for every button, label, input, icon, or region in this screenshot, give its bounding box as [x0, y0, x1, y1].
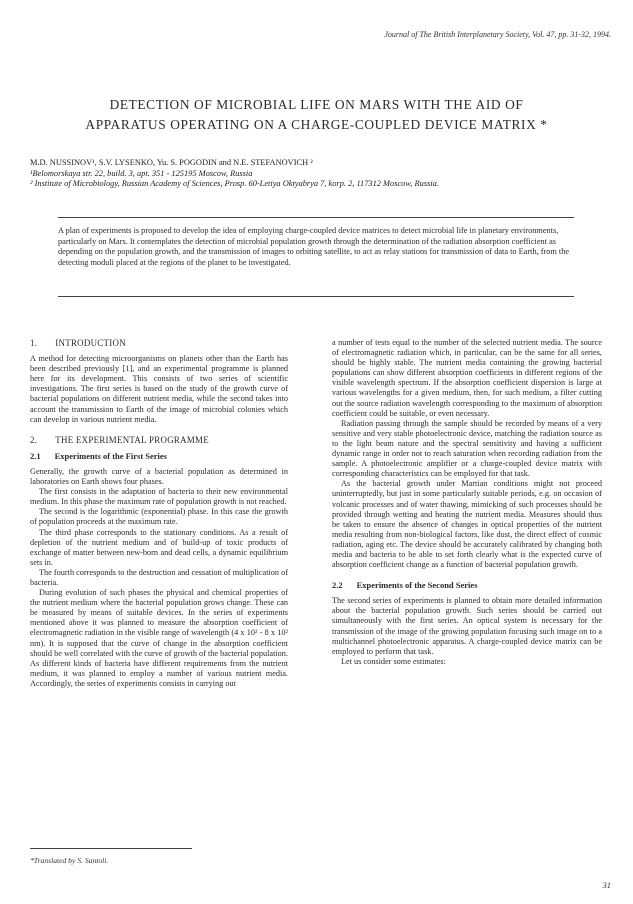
section-title: THE EXPERIMENTAL PROGRAMME	[55, 434, 209, 445]
author-block	[30, 158, 439, 190]
author-names: M.D. NUSSINOV¹, S.V. LYSENKO, Yu. S. POGODIN and N.E. STEFANOVICH ²	[30, 158, 313, 167]
footnote-rule	[30, 848, 192, 849]
subsection-title: Experiments of the First Series	[54, 450, 167, 461]
body-paragraph: Radiation passing through the sample should be recorded by means of a very sensitive and very stable photoelectronic device, matching the radiation source as to the light beam nature and the spectral sensitivity and having a sufficient dynamic range in order not to reach saturation when recording radiation from the sample. A photoelectronic amplifier or a charge-coupled device matrix with corresponding characteristics can be employed for that task.	[332, 418, 602, 479]
section-number: 2.	[30, 434, 38, 445]
page-number: 31	[602, 880, 611, 890]
subsection-number: 2.1	[30, 450, 41, 461]
body-paragraph: During evolution of such phases the physical and chemical properties of the nutrient medium where the bacterial population grows change. These can be measured by means of suitable devices. In the series of experiments mentioned above it was planned to measure the absorption coefficient of electromagnetic radiation in the visible range of wavelength (4 x 10² - 8 x 10² nm). It is supposed that the curve of change in the absorption coefficient should be well correlated with the curve of growth of the bacterial population. As different kinds of bacteria have different requirements from the nutrient medium, it was planned to employ a number of various nutrient media. Accordingly, the series of experiments consists in carrying out	[30, 588, 288, 688]
title-line-1: DETECTION OF MICROBIAL LIFE ON MARS WITH THE AID OF	[109, 97, 524, 112]
abstract: A plan of experiments is proposed to develop the idea of employing charge-coupled device matrices to detect microbial life in planetary environments, particularly on Mars. It contemplates the detection of microbial population growth through the determination of the radiation absorption coefficient as depending on the population growth, and the transmission of images to orbiting satellite, to act as relay stations for transmission of data to Earth, from the detecting moduli placed at the regions of the planet to be investigated.	[58, 226, 570, 267]
subsection-heading	[30, 451, 288, 461]
body-paragraph: The second is the logarithmic (exponential) phase. In this case the growth of population proceeds at the maximum rate.	[30, 507, 288, 527]
affiliation-2: ² Institute of Microbiology, Russian Academy of Sciences, Prosp. 60-Letiya Oktyabrya 7, korp. 2, 117312 Moscow, Russia.	[30, 179, 439, 188]
body-paragraph: As the bacterial growth under Martian conditions might not proceed uninterruptedly, but just in some particularly suitable periods, e.g. on occasion of volcanic processes and of water thawing, mimicking of such processes should be provided through wetting and heating the nutrient media. Measures should thus be taken to ensure the absence of changes in optical properties of the nutrient media resulting from non-biological factors, like dust, the direct effect of cosmic radiation, aging etc. The device should be accurately calibrated by changing both media and bacteria to be able to set forth clearly what is the expected curve of absorption coefficient change as a function of bacterial population growth.	[332, 479, 602, 570]
body-paragraph: Generally, the growth curve of a bacterial population as determined in laboratories on Earth shows four phases.	[30, 466, 288, 487]
footnote: *Translated by S. Santoli.	[30, 856, 109, 865]
body-paragraph: The second series of experiments is planned to obtain more detailed information about the bacterial population growth. Such series should be carried out simultaneously with the first series. An optical system is necessary for the transmission of the image of the growing population focusing such image on to a multichannel photoelectronic apparatus. A charge-coupled device matrix can be employed to perform that task.	[332, 596, 602, 656]
title-line-2: APPARATUS OPERATING ON A CHARGE-COUPLED DEVICE MATRIX *	[85, 117, 548, 132]
abstract-top-rule	[58, 217, 574, 218]
section-number: 1.	[30, 338, 38, 348]
abstract-bottom-rule	[58, 296, 574, 297]
subsection-number: 2.2	[332, 580, 343, 591]
body-paragraph: a number of tests equal to the number of the selected nutrient media. The source of electromagnetic radiation which, in particular, can be the same for all series, should be highly stable. The nutrient media containing the growing bacterial populations can show different absorption coefficients in different regions of the visible wavelength spectrum. If the absorption coefficient dispersion is large at various wavelengths for a given medium, then, for such medium, a filter cutting out the source radiation wavelength corresponding to the maximum of absorption coefficient could be suitable, or even necessary.	[332, 338, 602, 418]
body-paragraph: The fourth corresponds to the destruction and cessation of multiplication of bacteria.	[30, 567, 288, 587]
section-heading	[30, 338, 288, 348]
subsection-heading	[332, 580, 602, 590]
body-paragraph: The third phase corresponds to the stationary conditions. As a result of depletion of the nutrient medium and of build-up of toxic products of exchange of matter between new-born and dead cells, a dynamic equilibrium sets in.	[30, 527, 288, 567]
section-title: INTRODUCTION	[55, 338, 126, 348]
intro-paragraph: A method for detecting microorganisms on planets other than the Earth has been described previously [1], and an experimental programme is planned here for its development. This consists of two series of scientific investigations. The first series is based on the study of the growth curve of bacterial populations on different nutrient media, while the second takes into account the transmission to Earth of the image of microbial colonies which can develop in various nutrient media.	[30, 354, 288, 424]
left-column	[30, 338, 288, 689]
section-heading	[30, 435, 288, 445]
subsection-title: Experiments of the Second Series	[356, 580, 478, 591]
affiliation-1: ¹Belomorskaya str. 22, build. 3, apt. 351 - 125195 Moscow, Russia	[30, 168, 253, 178]
body-paragraph: The first consists in the adaptation of bacteria to their new environmental medium. In this phase the maximum rate of population growth is not reached.	[30, 487, 288, 507]
right-column	[332, 338, 602, 667]
paper-title	[14, 95, 619, 135]
body-paragraph: Let us consider some estimates:	[341, 656, 446, 666]
journal-header: Journal of The British Interplanetary Society, Vol. 47, pp. 31-32, 1994.	[384, 30, 611, 39]
